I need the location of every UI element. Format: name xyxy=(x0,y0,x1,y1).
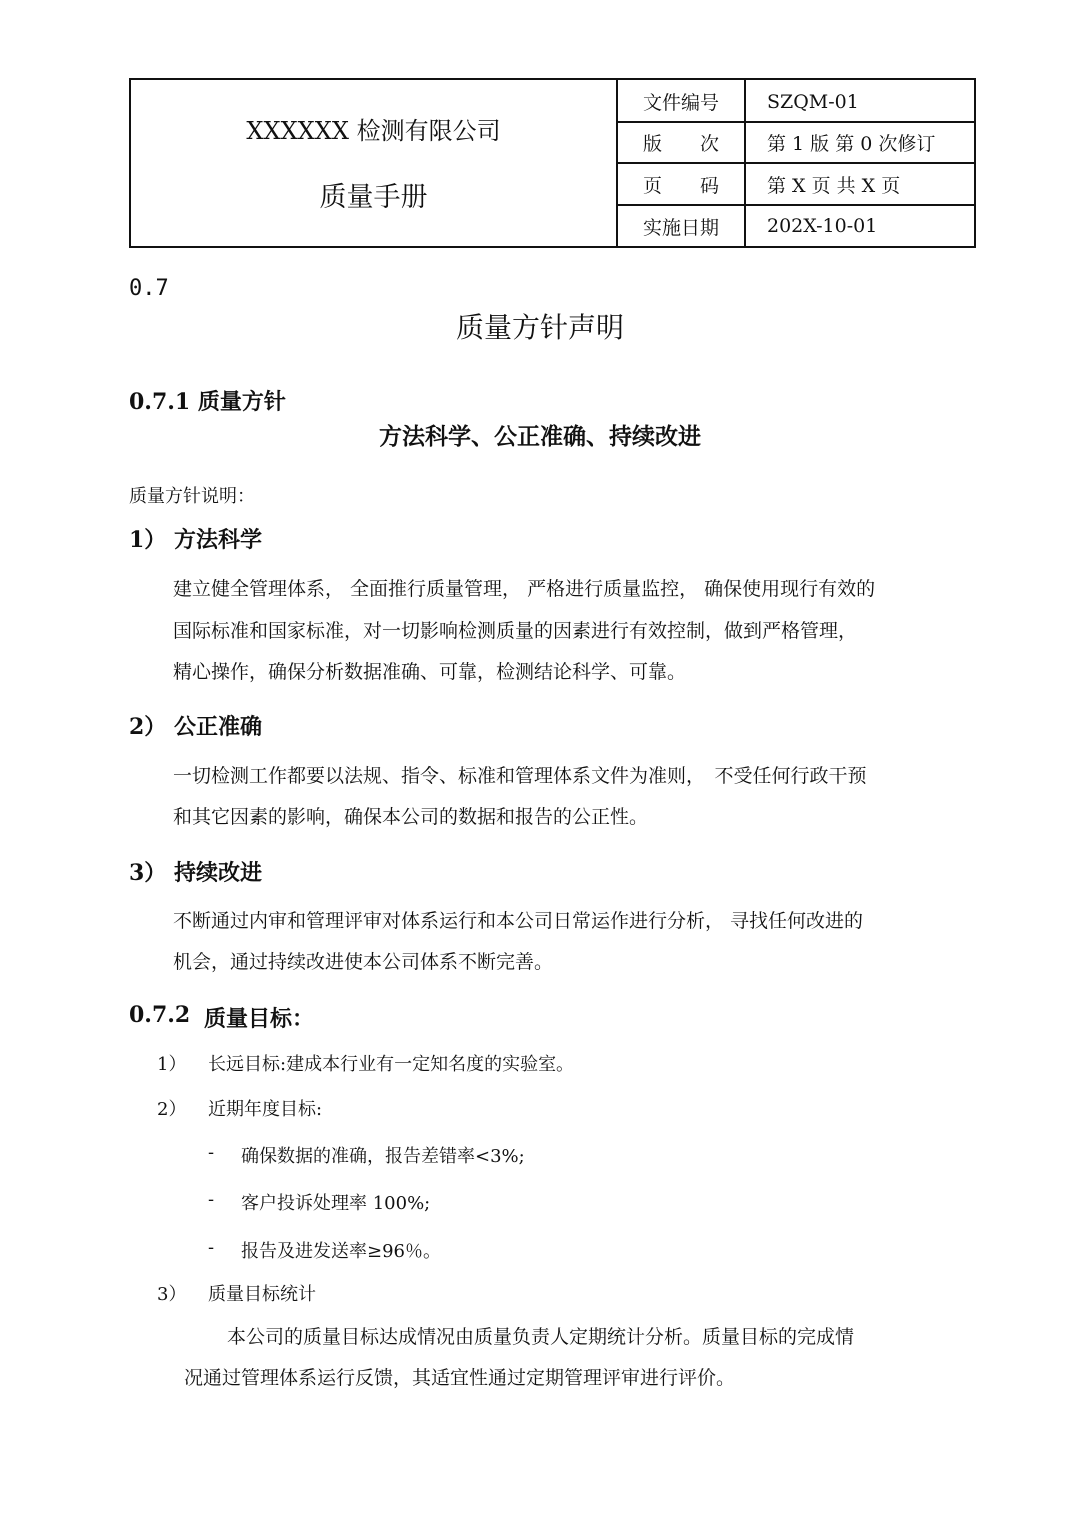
paragraph-line: 国际标准和国家标准，对一切影响检测质量的因素进行有效控制，做到严格管理， xyxy=(173,620,858,642)
doc-number-value: SZQM-01 xyxy=(767,90,859,113)
paragraph-line: 不断通过内审和管理评审对体系运行和本公司日常运作进行分析， 寻找任何改进的 xyxy=(173,910,864,932)
manual-title: 质量手册 xyxy=(319,181,428,213)
objective-number: 3） xyxy=(157,1284,187,1305)
paragraph-line: 一切检测工作都要以法规、指令、标准和管理体系文件为准则， 不受任何行政干预 xyxy=(173,765,867,787)
policy-item-heading: 2） 公正准确 xyxy=(129,714,262,740)
company-name: XXXXXX 检测有限公司 xyxy=(246,116,501,145)
page-value: 第 X 页 共 X 页 xyxy=(767,174,901,197)
bullet-dash: - xyxy=(208,1142,215,1163)
sub-objective-text: 报告及进发送率≥96％。 xyxy=(241,1241,441,1262)
objective-text: 长远目标:建成本行业有一定知名度的实验室。 xyxy=(208,1054,575,1075)
paragraph-line: 建立健全管理体系， 全面推行质量管理， 严格进行质量监控， 确保使用现行有效的 xyxy=(173,578,876,600)
objective-number: 1） xyxy=(157,1054,187,1075)
paragraph-line: 和其它因素的影响，确保本公司的数据和报告的公正性。 xyxy=(173,806,649,828)
doc-number-label: 文件编号 xyxy=(642,92,719,114)
policy-intro: 质量方针说明： xyxy=(129,486,255,507)
policy-statement: 方法科学、公正准确、持续改进 xyxy=(379,423,701,450)
effective-date-value: 202X-10-01 xyxy=(767,215,878,237)
document-header-table xyxy=(129,78,976,248)
paragraph-line: 机会，通过持续改进使本公司体系不断完善。 xyxy=(173,951,554,973)
objectives-heading-number: 0.7.2 xyxy=(129,1002,191,1028)
edition-label: 版 次 xyxy=(642,133,719,155)
page-label: 页 码 xyxy=(642,174,719,197)
paragraph-line: 况通过管理体系运行反馈，其适宜性通过定期管理评审进行评价。 xyxy=(184,1367,736,1389)
edition-value: 第 1 版 第 0 次修订 xyxy=(767,133,936,155)
objective-number: 2） xyxy=(157,1099,187,1120)
policy-item-heading: 1） 方法科学 xyxy=(129,527,262,553)
page-title: 质量方针声明 xyxy=(455,311,624,344)
sub-objective-text: 确保数据的准确，报告差错率<3%; xyxy=(241,1146,525,1167)
objectives-heading-text: 质量目标： xyxy=(204,1006,315,1032)
paragraph-line: 本公司的质量目标达成情况由质量负责人定期统计分析。质量目标的完成情 xyxy=(227,1326,855,1348)
objective-text: 质量目标统计 xyxy=(208,1284,316,1305)
objective-text: 近期年度目标: xyxy=(208,1099,323,1120)
policy-heading: 0.7.1 质量方针 xyxy=(129,389,286,415)
paragraph-line: 精心操作，确保分析数据准确、可靠，检测结论科学、可靠。 xyxy=(173,661,687,683)
policy-item-heading: 3） 持续改进 xyxy=(129,860,262,886)
section-number: 0.7 xyxy=(129,276,169,301)
sub-objective-text: 客户投诉处理率 100%; xyxy=(241,1193,431,1214)
bullet-dash: - xyxy=(208,1189,215,1210)
effective-date-label: 实施日期 xyxy=(642,216,719,239)
bullet-dash: - xyxy=(208,1237,215,1258)
